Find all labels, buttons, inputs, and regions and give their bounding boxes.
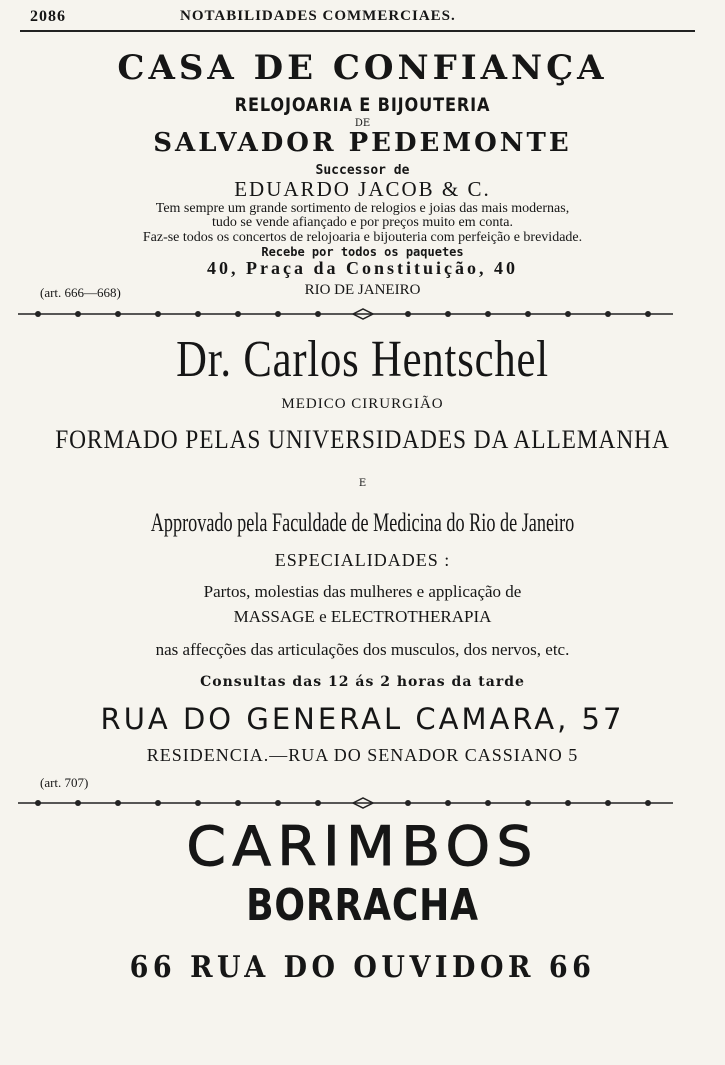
page-number: 2086	[30, 8, 66, 25]
ad-address: 40, Praça da Constituição, 40	[207, 258, 518, 278]
ad-text-line: Faz-se todos os concertos de relojoaria e bijouteria com perfeição e brevidade.	[142, 230, 583, 245]
ad-text-line: Recebe por todos os paquetes	[261, 245, 464, 259]
ad-title: CASA DE CONFIANÇA	[117, 48, 608, 88]
header-rule	[20, 30, 695, 32]
ad-subtitle: RELOJOARIA E BIJOUTERIA	[234, 94, 491, 116]
doctor-especialidades: ESPECIALIDADES :	[274, 550, 451, 570]
carimbos-address: 66 RUA DO OUVIDOR 66	[129, 950, 596, 985]
ad-text-line: tudo se vende afiançado e por preços muito em conta.	[212, 215, 513, 230]
running-title: NOTABILIDADES COMMERCIAES.	[180, 8, 456, 24]
doctor-e: E	[358, 478, 367, 489]
doctor-title: MEDICO CIRURGIÃO	[281, 396, 444, 412]
ornamental-divider	[18, 797, 673, 809]
carimbos-subtitle: BORRACHA	[246, 880, 479, 931]
doctor-text-line: Partos, molestias das mulheres e applicação de	[203, 582, 522, 601]
ad-predecessor: EDUARDO JACOB & C.	[234, 177, 491, 201]
doctor-text-line: nas affecções das articulações dos musculos, dos nervos, etc.	[155, 640, 570, 659]
doctor-formado: FORMADO PELAS UNIVERSIDADES DA ALLEMANHA	[55, 425, 670, 454]
ad-city: RIO DE JANEIRO	[304, 282, 421, 298]
ad-text-line: Tem sempre um grande sortimento de relogios e joias das mais modernas,	[155, 201, 570, 216]
ad-successor-label: Successor de	[315, 163, 410, 178]
doctor-address: RUA DO GENERAL CAMARA, 57	[100, 702, 625, 736]
art-reference: (art. 666—668)	[40, 285, 121, 300]
art-reference: (art. 707)	[40, 775, 89, 790]
doctor-text-line: MASSAGE e ELECTROTHERAPIA	[233, 607, 492, 626]
doctor-residencia: RESIDENCIA.—RUA DO SENADOR CASSIANO 5	[146, 745, 579, 765]
running-header	[30, 6, 690, 28]
doctor-name: Dr. Carlos Hentschel	[176, 331, 549, 388]
ad-de: DE	[354, 118, 371, 129]
ad-owner: SALVADOR PEDEMONTE	[153, 128, 572, 158]
carimbos-title: CARIMBOS	[186, 815, 539, 878]
doctor-approvado: Approvado pela Faculdade de Medicina do Rio de Janeiro	[150, 508, 575, 537]
ornamental-divider	[18, 308, 673, 320]
doctor-consultas: Consultas das 12 ás 2 horas da tarde	[200, 674, 525, 690]
